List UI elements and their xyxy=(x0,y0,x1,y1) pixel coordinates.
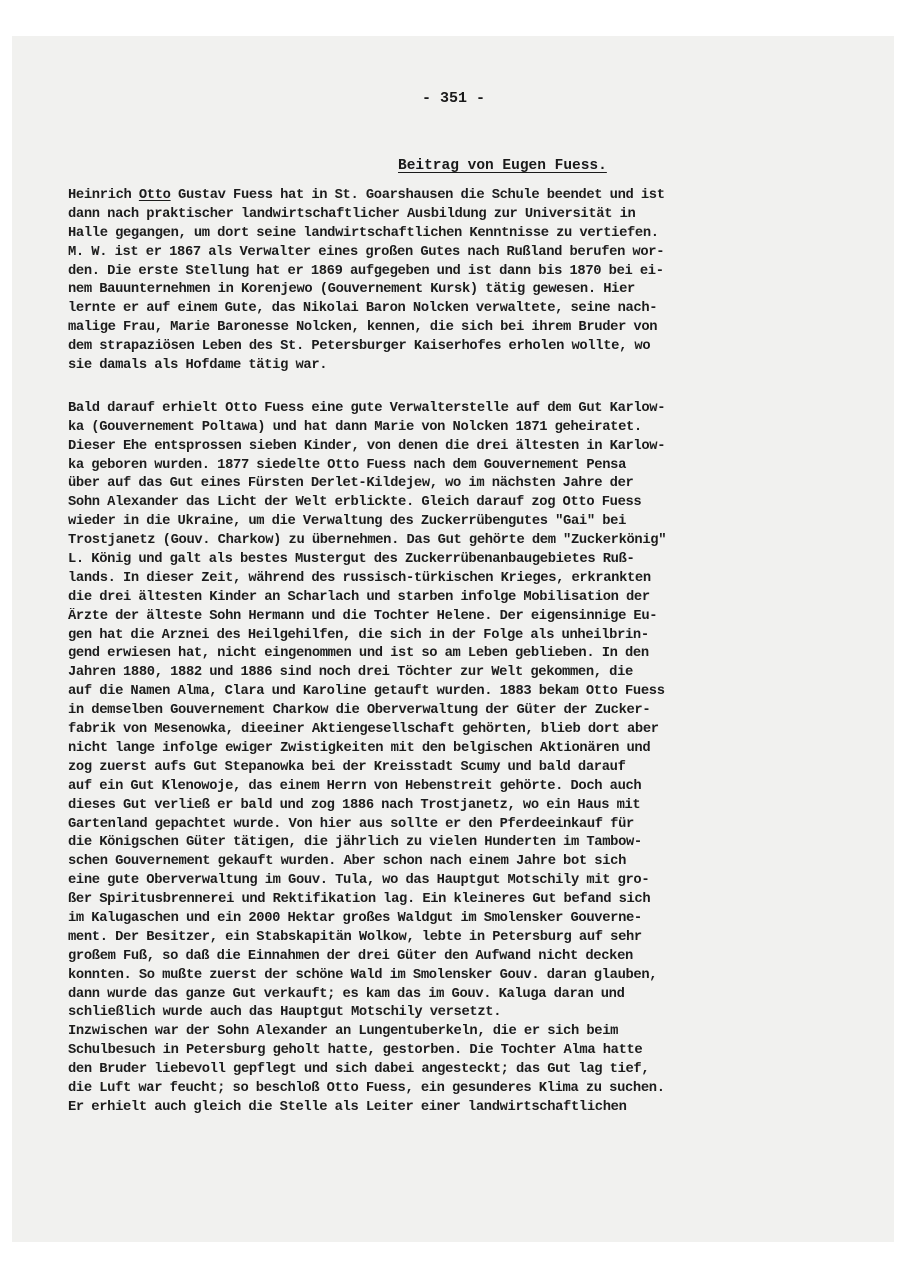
text-line: in demselben Gouvernement Charkow die Oberverwaltung der Güter der Zucker- xyxy=(68,703,651,719)
text-line: den Bruder liebevoll gepflegt und sich dabei angesteckt; das Gut lag tief, xyxy=(68,1062,650,1078)
text-line: Jahren 1880, 1882 und 1886 sind noch drei Töchter zur Welt gekommen, die xyxy=(68,665,633,681)
text-line: Inzwischen war der Sohn Alexander an Lungentuberkeln, die er sich beim xyxy=(68,1024,619,1040)
text-line: auf die Namen Alma, Clara und Karoline getauft wurden. 1883 bekam Otto Fuess xyxy=(68,684,665,700)
text-line: zog zuerst aufs Gut Stepanowka bei der Kreisstadt Scumy und bald darauf xyxy=(68,759,626,775)
text-line: die Königschen Güter tätigen, die jährlich zu vielen Hunderten im Tambow- xyxy=(68,835,642,851)
text-line: gend erwiesen hat, nicht eingenommen und ist so am Leben geblieben. In den xyxy=(68,646,649,662)
text-line: dem strapaziösen Leben des St. Petersburger Kaiserhofes erholen wollte, wo xyxy=(68,339,651,355)
text-line: M. W. ist er 1867 als Verwalter eines großen Gutes nach Rußland berufen wor- xyxy=(68,244,665,260)
text-line: eine gute Oberverwaltung im Gouv. Tula, wo das Hauptgut Motschily mit gro- xyxy=(68,873,650,889)
text-line: dieses Gut verließ er bald und zog 1886 nach Trostjanetz, wo ein Haus mit xyxy=(68,797,641,813)
page-number: - 351 - xyxy=(421,90,485,107)
section-heading: Beitrag von Eugen Fuess. xyxy=(398,158,607,174)
document-body xyxy=(68,187,858,1118)
line-rest: Gustav Fuess hat in St. Goarshausen die Schule beendet und ist xyxy=(170,188,665,203)
text-line: fabrik von Mesenowka, dieeiner Aktiengesellschaft gehörten, blieb dort aber xyxy=(68,722,659,738)
text-line: Trostjanetz (Gouv. Charkow) zu übernehmen. Das Gut gehörte dem "Zuckerkönig" xyxy=(68,533,667,549)
text-line: nem Bauunternehmen in Korenjewo (Gouvernement Kursk) tätig gewesen. Hier xyxy=(68,282,635,298)
text-line: Halle gegangen, um dort seine landwirtschaftlichen Kenntnisse zu vertiefen. xyxy=(68,225,659,241)
text-line: dann nach praktischer landwirtschaftlicher Ausbildung zur Universität in xyxy=(68,206,636,222)
text-line: im Kalugaschen und ein 2000 Hektar großes Waldgut im Smolensker Gouverne- xyxy=(68,910,642,926)
text-line: großem Fuß, so daß die Einnahmen der drei Güter den Aufwand nicht decken xyxy=(68,948,633,964)
text-line: lernte er auf einem Gute, das Nikolai Baron Nolcken verwaltete, seine nach- xyxy=(68,301,658,317)
text-line: schließlich wurde auch das Hauptgut Motschily versetzt. xyxy=(68,1005,502,1021)
text-line: L. König und galt als bestes Mustergut des Zuckerrübenanbaugebietes Ruß- xyxy=(68,552,635,568)
text-line: Bald darauf erhielt Otto Fuess eine gute Verwalterstelle auf dem Gut Karlow- xyxy=(68,400,666,416)
text-line: die Luft war feucht; so beschloß Otto Fuess, ein gesunderes Klima zu suchen. xyxy=(68,1080,665,1096)
underlined-name: Otto xyxy=(138,188,171,203)
paragraph-gap xyxy=(68,376,858,400)
text-line: schen Gouvernement gekauft wurden. Aber schon nach einem Jahre bot sich xyxy=(68,854,626,870)
text-line: dann wurde das ganze Gut verkauft; es kam das im Gouv. Kaluga daran und xyxy=(68,986,625,1002)
text-line: malige Frau, Marie Baronesse Nolcken, kennen, die sich bei ihrem Bruder von xyxy=(68,320,658,336)
text-line: auf ein Gut Klenowoje, das einem Herrn von Hebenstreit gehörte. Doch auch xyxy=(68,778,642,794)
text-line: ka geboren wurden. 1877 siedelte Otto Fuess nach dem Gouvernement Pensa xyxy=(68,457,626,473)
text-line: ka (Gouvernement Poltawa) und hat dann Marie von Nolcken 1871 geheiratet. xyxy=(68,419,642,435)
text-line: ment. Der Besitzer, ein Stabskapitän Wolkow, lebte in Petersburg auf sehr xyxy=(68,929,642,945)
text-line: Ärzte der älteste Sohn Hermann und die Tochter Helene. Der eigensinnige Eu- xyxy=(68,608,658,624)
text-line: Er erhielt auch gleich die Stelle als Leiter einer landwirtschaftlichen xyxy=(68,1099,627,1115)
text-line: den. Die erste Stellung hat er 1869 aufgegeben und ist dann bis 1870 bei ei- xyxy=(68,263,664,279)
text-line: konnten. So mußte zuerst der schöne Wald im Smolensker Gouv. daran glauben, xyxy=(68,967,658,983)
text-line: über auf das Gut eines Fürsten Derlet-Kildejew, wo im nächsten Jahre der xyxy=(68,476,634,492)
text-line: Sohn Alexander das Licht der Welt erblickte. Gleich darauf zog Otto Fuess xyxy=(68,495,642,511)
text-line: sie damals als Hofdame tätig war. xyxy=(68,358,328,374)
text-line: Gartenland gepachtet wurde. Von hier aus sollte er den Pferdeeinkauf für xyxy=(68,816,634,832)
text-line: ßer Spiritusbrennerei und Rektifikation lag. Ein kleineres Gut befand sich xyxy=(68,892,651,908)
text-line: die drei ältesten Kinder an Scharlach und starben infolge Mobilisation der xyxy=(68,589,650,605)
text-line: lands. In dieser Zeit, während des russisch-türkischen Krieges, erkrankten xyxy=(68,570,651,586)
text-line: nicht lange infolge ewiger Zwistigkeiten mit den belgischen Aktionären und xyxy=(68,740,651,756)
text-line: Dieser Ehe entsprossen sieben Kinder, von denen die drei ältesten in Karlow- xyxy=(68,438,666,454)
text-line xyxy=(68,187,858,206)
name-prefix: Heinrich xyxy=(68,188,139,203)
text-line: Schulbesuch in Petersburg geholt hatte, gestorben. Die Tochter Alma hatte xyxy=(68,1043,643,1059)
text-line: wieder in die Ukraine, um die Verwaltung des Zuckerrübengutes "Gai" bei xyxy=(68,514,626,530)
text-line: gen hat die Arznei des Heilgehilfen, die sich in der Folge als unheilbrin- xyxy=(68,627,649,643)
